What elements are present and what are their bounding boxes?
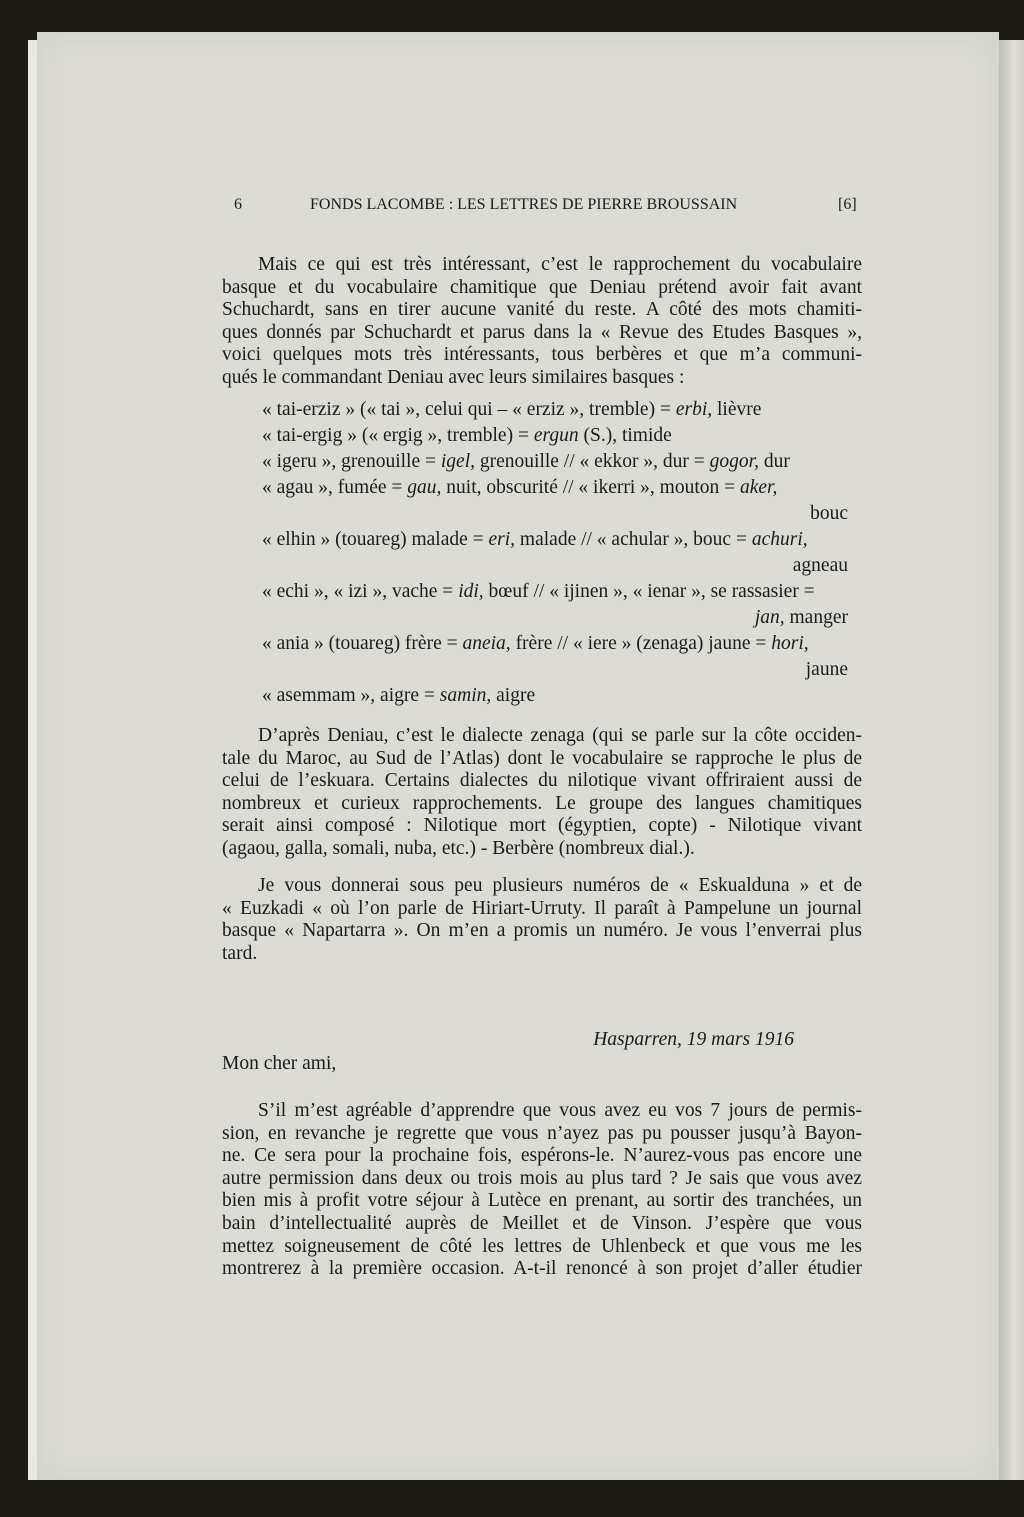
vocabulary-list [262, 397, 848, 709]
vocabulary-line [262, 527, 848, 553]
text-segment: « asemmam », aigre = [262, 685, 440, 706]
text-line: « Euzkadi « où l’on parle de Hiriart-Urruty. Il paraît à Pampelune un journal [222, 897, 862, 919]
page-fold [999, 40, 1024, 1480]
text-segment: « agau », fumée = [262, 477, 408, 498]
basque-word: samin, [439, 685, 492, 706]
text-line: nombreux et curieux rapprochements. Le groupe des langues chamitiques [222, 792, 862, 814]
vocabulary-line [262, 501, 848, 527]
letter-salutation: Mon cher ami, [222, 1053, 337, 1074]
text-segment: grenouille // « ekkor », dur = [475, 451, 710, 472]
basque-word: aneia, [462, 633, 511, 654]
text-line: ne. Ce sera pour la prochaine fois, espérons-le. N’aurez-vous pas encore une [222, 1145, 862, 1167]
text-line: mettez soigneusement de côté les lettres de Uhlenbeck et que vous me les [222, 1235, 862, 1257]
vocabulary-line [262, 553, 848, 579]
vocabulary-line [262, 475, 848, 501]
basque-word: gau, [407, 477, 442, 498]
vocabulary-line [262, 579, 848, 605]
text-segment: malade // « achular », bouc = [515, 529, 752, 550]
vocabulary-line [262, 683, 848, 709]
text-segment: frère // « iere » (zenaga) jaune = [510, 633, 772, 654]
text-line: basque « Napartarra ». On m’en a promis un numéro. Je vous l’enverrai plus [222, 920, 862, 942]
text-line: S’il m’est agréable d’apprendre que vous avez eu vos 7 jours de permis- [258, 1100, 862, 1121]
vocabulary-line [262, 657, 848, 683]
basque-word: ergun [533, 425, 579, 446]
letter-place-date: Hasparren, 19 mars 1916 [593, 1029, 794, 1050]
text-segment: « igeru », grenouille = [262, 451, 441, 472]
text-segment: agneau [792, 555, 848, 576]
text-line: montrerez à la première occasion. A-t-il renoncé à son projet d’aller étudier [222, 1258, 862, 1280]
text-line: serait ainsi composé : Nilotique mort (égyptien, copte) - Nilotique vivant [222, 815, 862, 837]
text-line: bien mis à profit votre séjour à Lutèce en prenant, au sortir des tranchées, un [222, 1190, 862, 1212]
text-line: tale du Maroc, au Sud de l’Atlas) dont le vocabulaire se rapproche le plus de [222, 747, 862, 769]
text-segment: « elhin » (touareg) malade = [262, 529, 489, 550]
text-line: autre permission dans deux ou trois mois au plus tard ? Je sais que vous avez [222, 1167, 862, 1189]
text-line: tard. [222, 942, 258, 964]
text-segment: « echi », « izi », vache = [262, 581, 459, 602]
vocabulary-line [262, 423, 848, 449]
basque-word: achuri, [751, 529, 808, 550]
paragraph-deniau [222, 725, 862, 861]
text-segment: jaune [805, 659, 848, 680]
basque-word: idi, [458, 581, 484, 602]
text-line: Schuchardt, sans en tirer aucune vanité du reste. A côté des mots chamiti- [222, 299, 862, 321]
text-segment: aigre [491, 685, 536, 706]
vocabulary-line [262, 605, 848, 631]
text-line: ques donnés par Schuchardt et parus dans la « Revue des Etudes Basques », [222, 321, 862, 343]
vocabulary-line [262, 449, 848, 475]
text-line: basque et du vocabulaire chamitique que Deniau prétend avoir fait avant [222, 276, 862, 298]
text-line: (agaou, galla, somali, nuba, etc.) - Berbère (nombreux dial.). [222, 837, 695, 859]
text-segment: « tai-ergig » (« ergig », tremble) = [262, 425, 534, 446]
basque-word: jan, [754, 607, 785, 628]
text-segment: (S.), timide [578, 425, 672, 446]
running-header [222, 196, 862, 216]
page-number: 6 [234, 196, 242, 213]
text-line: Je vous donnerai sous peu plusieurs numéros de « Eskualduna » et de [258, 875, 862, 896]
vocabulary-line [262, 631, 848, 657]
basque-word: gogor, [709, 451, 759, 472]
text-segment: « ania » (touareg) frère = [262, 633, 463, 654]
text-line: D’après Deniau, c’est le dialecte zenaga (qui se parle sur la côte occiden- [258, 725, 862, 746]
text-line: voici quelques mots très intéressants, tous berbères et que m’a communi- [222, 344, 862, 366]
text-segment: nuit, obscurité // « ikerri », mouton = [441, 477, 740, 498]
text-line: Mais ce qui est très intéressant, c’est le rapprochement du vocabulaire [258, 254, 862, 275]
text-segment: bouc [810, 503, 848, 524]
text-segment: bœuf // « ijinen », « ienar », se rassasier = [483, 581, 815, 602]
text-line: bain d’intellectualité auprès de Meillet et de Vinson. J’espère que vous [222, 1212, 862, 1234]
paragraph-letter-body [222, 1100, 862, 1281]
basque-word: hori, [771, 633, 809, 654]
text-segment: « tai-erziz » (« tai », celui qui – « erziz », tremble) = [262, 399, 676, 420]
basque-word: eri, [488, 529, 516, 550]
vocabulary-line [262, 397, 848, 423]
paragraph-intro [222, 254, 862, 390]
bracket-number: [6] [838, 196, 857, 213]
basque-word: aker, [740, 477, 778, 498]
running-title: FONDS LACOMBE : LES LETTRES DE PIERRE BROUSSAIN [310, 196, 738, 213]
basque-word: igel, [440, 451, 475, 472]
text-line: sion, en revanche je regrette que vous n’ayez pas pu pousser jusqu’à Bayon- [222, 1122, 862, 1144]
text-segment: dur [758, 451, 790, 472]
text-segment: manger [784, 607, 848, 628]
text-segment: lièvre [712, 399, 762, 420]
text-line: qués le commandant Deniau avec leurs similaires basques : [222, 366, 685, 388]
paragraph-journals [222, 875, 862, 965]
text-line: celui de l’eskuara. Certains dialectes du nilotique vivant offriraient aussi de [222, 770, 862, 792]
basque-word: erbi, [675, 399, 713, 420]
